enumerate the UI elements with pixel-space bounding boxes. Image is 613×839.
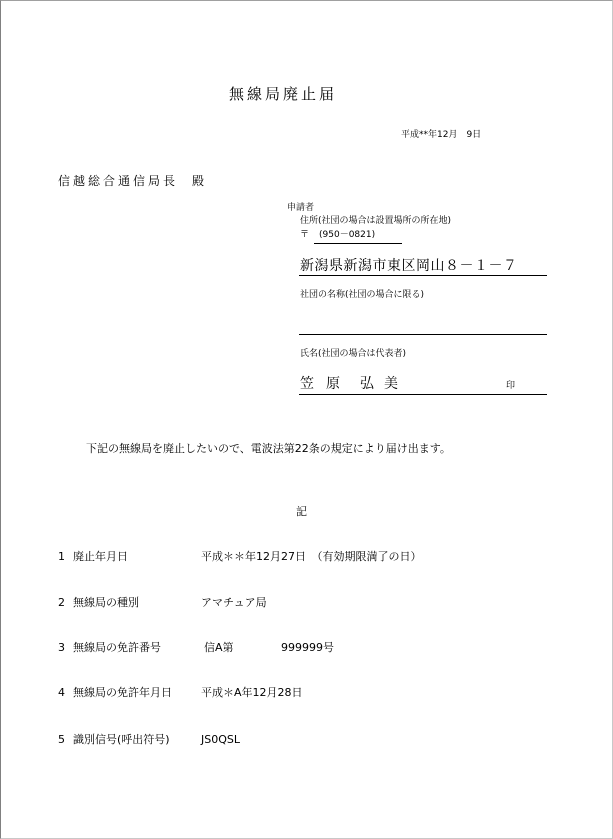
item-number: 2 [58, 596, 65, 609]
address-underline [299, 275, 547, 276]
item-value-license-number: 999999号 [281, 641, 334, 654]
ki-marker: 記 [296, 505, 307, 518]
name-char-2: 原 [326, 376, 340, 392]
item-number: 3 [58, 641, 65, 654]
addressee-suffix: 殿 [192, 174, 208, 188]
name-given: 弘美 [360, 376, 408, 392]
item-number: 5 [58, 733, 65, 746]
club-name-underline [299, 334, 547, 335]
statement-text: 下記の無線局を廃止したいので、電波法第22条の規定により届け出ます。 [86, 442, 451, 455]
postal-code-underline [314, 243, 402, 244]
item-value: 信A第 [204, 641, 234, 654]
postal-code: (950－0821) [319, 230, 376, 240]
postal-mark: 〒 [300, 230, 310, 240]
club-name-label: 社団の名称(社団の場合に限る) [300, 290, 425, 300]
item-label: 無線局の免許番号 [73, 641, 161, 654]
applicant-name [300, 377, 408, 391]
item-number: 4 [58, 686, 65, 699]
item-label: 無線局の免許年月日 [73, 686, 172, 699]
submission-date: 平成**年12月 9日 [401, 130, 482, 140]
address-value: 新潟県新潟市東区岡山８－１－７ [300, 258, 518, 274]
item-label: 廃止年月日 [73, 550, 128, 563]
address-label: 住所(社団の場合は設置場所の所在地) [300, 216, 452, 226]
seal-mark: 印 [506, 381, 516, 391]
applicant-header: 申請者 [287, 203, 315, 213]
item-value: 平成＊A年12月28日 [201, 686, 303, 699]
addressee-name: 信越総合通信局長 [58, 174, 179, 188]
item-value: JS0QSL [201, 733, 240, 746]
name-underline [299, 394, 547, 395]
document-title: 無線局廃止届 [229, 85, 338, 103]
name-char-1: 笠 [300, 376, 314, 392]
item-label: 無線局の種別 [73, 596, 139, 609]
person-label: 氏名(社団の場合は代表者) [300, 349, 407, 359]
item-label: 識別信号(呼出符号) [73, 733, 170, 746]
addressee [58, 175, 207, 187]
item-value: 平成＊＊年12月27日 （有効期限満了の日） [201, 550, 422, 563]
item-value: アマチュア局 [201, 596, 267, 609]
item-number: 1 [58, 550, 65, 563]
